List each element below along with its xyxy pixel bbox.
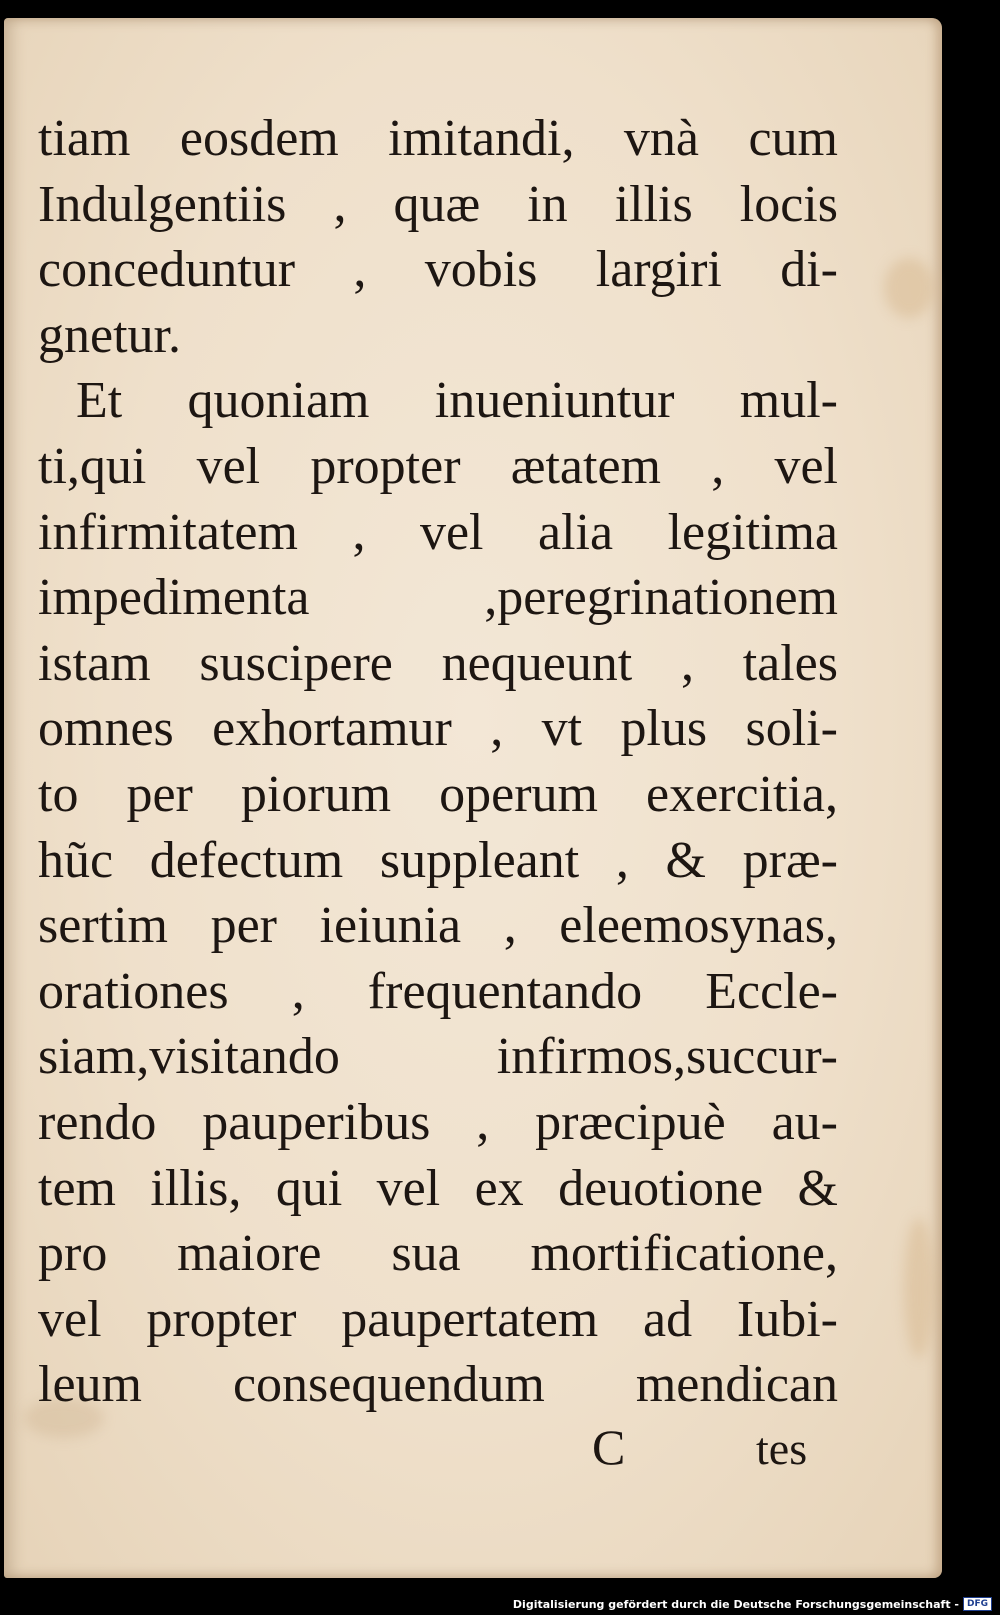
text-line: rendo pauperibus , præcipuè au- [38,1093,838,1151]
text-line: to per piorum operum exercitia, [38,765,838,823]
dfg-logo: DFG [963,1597,992,1611]
book-page [4,18,942,1578]
text-line: tiam eosdem imitandi, vnà cum [38,110,838,167]
text-line: conceduntur , vobis largiri di- [38,241,838,299]
text-line: vel propter paupertatem ad Iubi- [38,1290,838,1348]
text-line: impedimenta ,peregrinationem [38,569,838,627]
text-line: siam,visitando infirmos,succur- [38,1028,838,1086]
text-line: sertim per ieiunia , eleemosynas, [38,897,838,955]
digitization-credit [513,1597,992,1611]
text-line: pro maiore sua mortificatione, [38,1225,838,1283]
text-line: infirmitatem , vel alia legitima [38,503,838,561]
text-line: leum consequendum mendican [38,1356,838,1414]
text-line: tem illis, qui vel ex deuotione & [38,1159,838,1217]
page-text [38,106,838,1418]
text-line: Et quoniam inueniuntur mul- [76,372,838,430]
text-line: hũc defectum suppleant , & præ- [38,831,838,889]
text-line: orationes , frequentando Eccle- [38,962,838,1020]
catchword: tes [756,1423,808,1474]
paper-stain [904,1218,934,1358]
credit-text: Digitalisierung gefördert durch die Deutsche Forschungsgemeinschaft - [512,1597,959,1611]
text-line: gnetur. [38,306,181,364]
text-line: istam suscipere nequeunt , tales [38,634,838,692]
text-line: Indulgentiis , quæ in illis locis [38,175,838,233]
signature-mark: C [592,1419,626,1475]
text-line: ti,qui vel propter ætatem , vel [38,437,838,495]
text-line: omnes exhortamur , vt plus soli- [38,700,838,758]
paper-stain [884,258,934,318]
